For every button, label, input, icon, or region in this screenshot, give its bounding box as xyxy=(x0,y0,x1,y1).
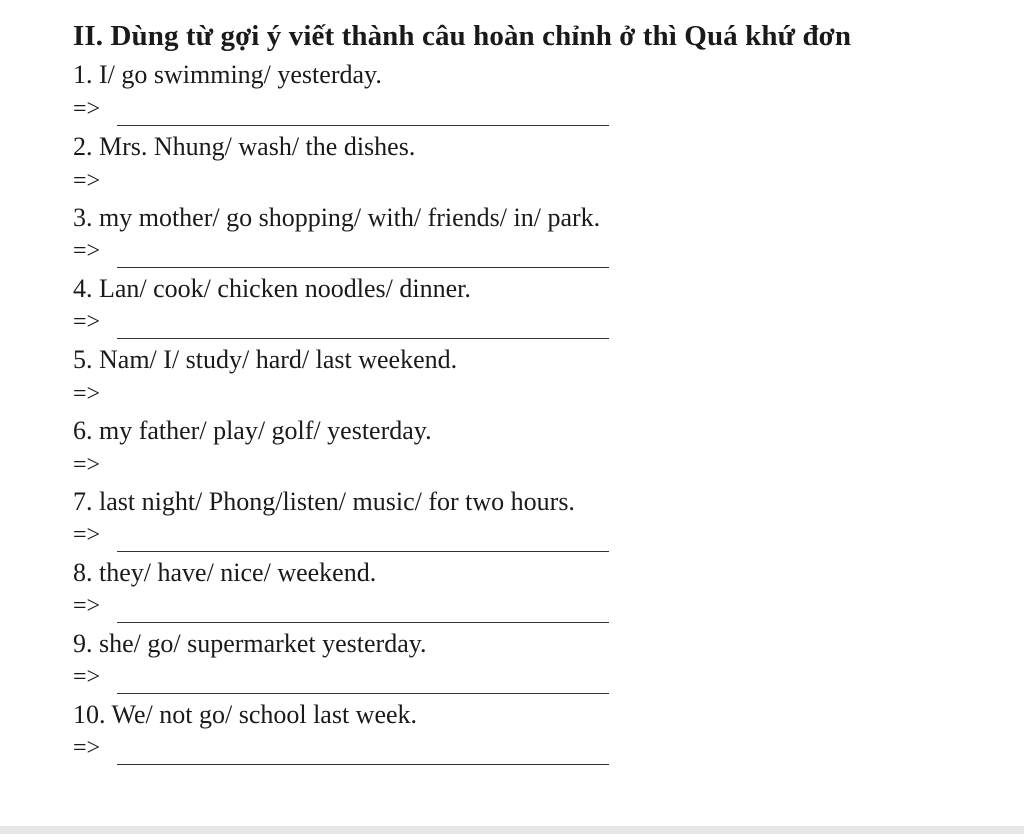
exercise-title: II. Dùng từ gợi ý viết thành câu hoàn chỉnh ở thì Quá khứ đơn xyxy=(73,20,852,52)
question-text: 6. my father/ play/ golf/ yesterday. xyxy=(73,416,432,445)
answer-line xyxy=(117,551,609,552)
answer-arrow: => xyxy=(73,522,101,548)
answer-line xyxy=(117,622,609,623)
answer-line xyxy=(117,267,609,268)
question-text: 3. my mother/ go shopping/ with/ friends/ in/ park. xyxy=(73,203,601,232)
question-text: 8. they/ have/ nice/ weekend. xyxy=(73,558,377,587)
answer-arrow: => xyxy=(73,452,101,478)
page-bottom-edge xyxy=(0,826,1024,834)
answer-arrow: => xyxy=(73,664,101,690)
question-text: 9. she/ go/ supermarket yesterday. xyxy=(73,629,427,658)
answer-arrow: => xyxy=(73,381,101,407)
answer-line xyxy=(117,338,609,339)
answer-arrow: => xyxy=(73,238,101,264)
question-text: 5. Nam/ I/ study/ hard/ last weekend. xyxy=(73,345,458,374)
answer-line xyxy=(117,125,609,126)
answer-arrow: => xyxy=(73,96,101,122)
answer-line xyxy=(117,764,609,765)
question-text: 4. Lan/ cook/ chicken noodles/ dinner. xyxy=(73,274,471,303)
question-text: 7. last night/ Phong/listen/ music/ for two hours. xyxy=(73,487,575,516)
answer-arrow: => xyxy=(73,735,101,761)
question-text: 2. Mrs. Nhung/ wash/ the dishes. xyxy=(73,132,416,161)
answer-line xyxy=(117,693,609,694)
question-text: 1. I/ go swimming/ yesterday. xyxy=(73,60,382,89)
answer-arrow: => xyxy=(73,593,101,619)
answer-arrow: => xyxy=(73,309,101,335)
question-text: 10. We/ not go/ school last week. xyxy=(73,700,418,729)
answer-arrow: => xyxy=(73,168,101,194)
